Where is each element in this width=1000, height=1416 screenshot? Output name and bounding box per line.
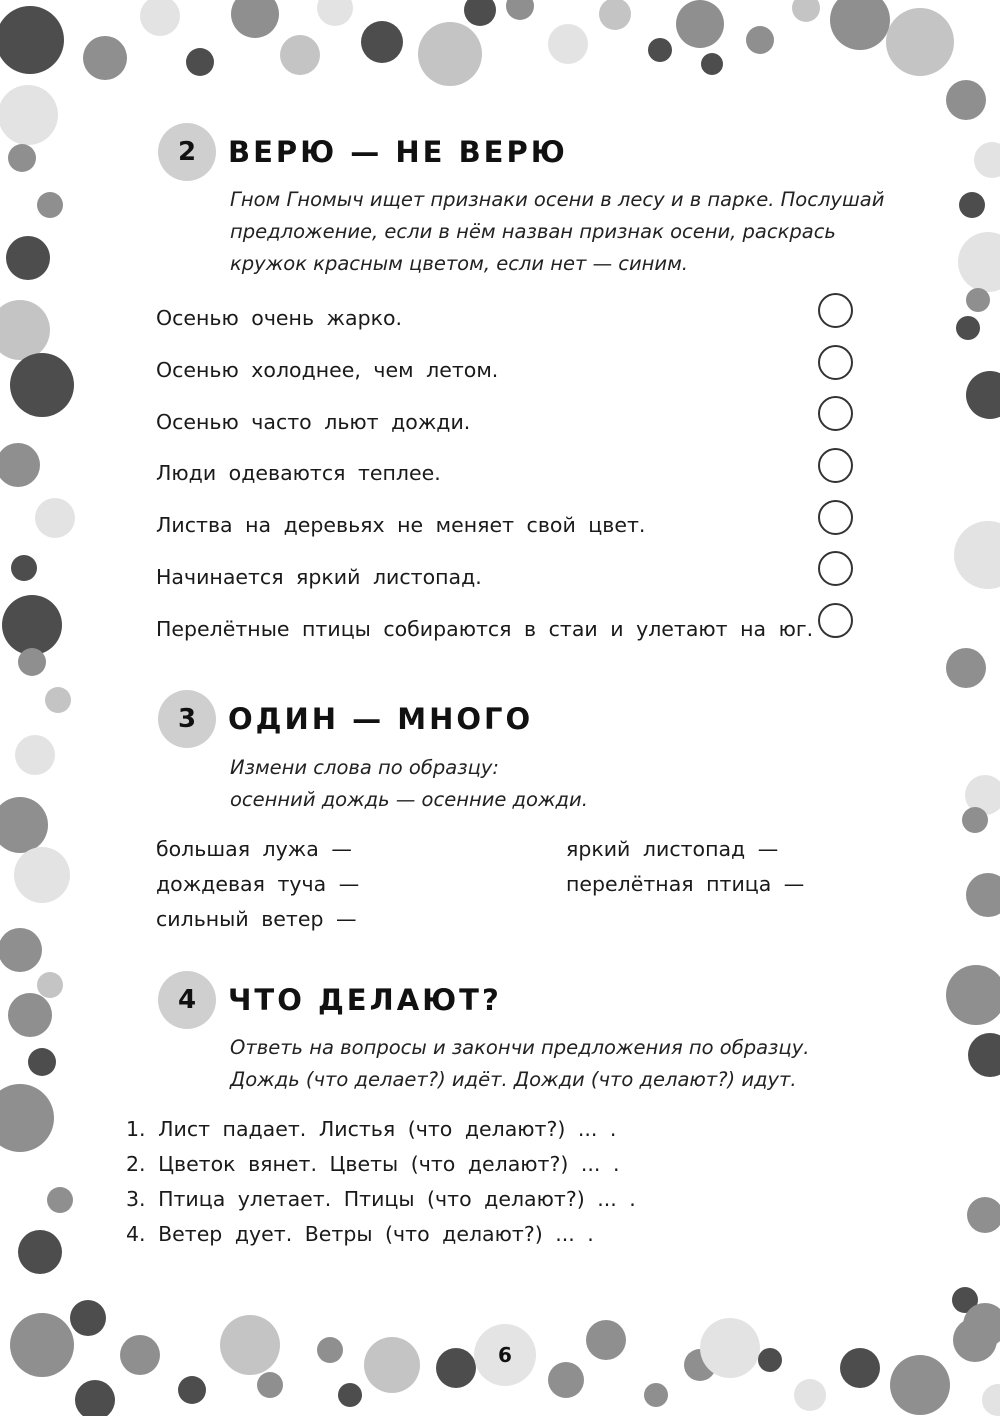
- word-item: яркий листопад —: [566, 837, 779, 861]
- section-4-number: 4: [158, 971, 216, 1029]
- answer-circle[interactable]: [818, 448, 853, 483]
- answer-circle[interactable]: [818, 603, 853, 638]
- answer-circle[interactable]: [818, 551, 853, 586]
- section-3-title: ОДИН — МНОГО: [228, 702, 534, 736]
- instruction-line: Дождь (что делает?) идёт. Дожди (что делают?) идут.: [230, 1068, 797, 1091]
- answer-circle[interactable]: [818, 345, 853, 380]
- instruction-line: Ответь на вопросы и закончи предложения по образцу.: [230, 1036, 810, 1059]
- task-item: 2. Цветок вянет. Цветы (что делают?) ... .: [126, 1152, 620, 1176]
- section-2-instructions: [230, 184, 884, 280]
- task-item: 3. Птица улетает. Птицы (что делают?) ... .: [126, 1187, 636, 1211]
- section-4-instructions: [230, 1032, 809, 1096]
- section-2-number: 2: [158, 123, 216, 181]
- section-2-header: [158, 122, 568, 182]
- instruction-line: кружок красным цветом, если нет — синим.: [230, 252, 688, 275]
- answer-circle[interactable]: [818, 293, 853, 328]
- word-item: перелётная птица —: [566, 872, 805, 896]
- statement: Осенью холоднее, чем летом.: [156, 358, 499, 382]
- instruction-line: Гном Гномыч ищет признаки осени в лесу и в парке. Послушай: [230, 188, 885, 211]
- instruction-line: Измени слова по образцу:: [230, 756, 499, 779]
- word-item: большая лужа —: [156, 837, 352, 861]
- section-3-number: 3: [158, 690, 216, 748]
- statement: Люди одеваются теплее.: [156, 461, 441, 485]
- statement: Перелётные птицы собираются в стаи и улетают на юг.: [156, 617, 814, 641]
- statement: Листва на деревьях не меняет свой цвет.: [156, 513, 646, 537]
- instruction-line: предложение, если в нём назван признак осени, раскрась: [230, 220, 836, 243]
- word-item: сильный ветер —: [156, 907, 357, 931]
- answer-circle[interactable]: [818, 396, 853, 431]
- page-number: 6: [474, 1324, 536, 1386]
- task-item: 4. Ветер дует. Ветры (что делают?) ... .: [126, 1222, 594, 1246]
- section-4-title: ЧТО ДЕЛАЮТ?: [228, 983, 502, 1017]
- statement: Осенью часто льют дожди.: [156, 410, 471, 434]
- answer-circle[interactable]: [818, 500, 853, 535]
- word-item: дождевая туча —: [156, 872, 360, 896]
- section-4-header: [158, 970, 502, 1030]
- task-item: 1. Лист падает. Листья (что делают?) ... .: [126, 1117, 617, 1141]
- section-3-instructions: [230, 752, 588, 816]
- instruction-line: осенний дождь — осенние дожди.: [230, 788, 588, 811]
- statement: Начинается яркий листопад.: [156, 565, 482, 589]
- statement: Осенью очень жарко.: [156, 306, 403, 330]
- section-2-title: ВЕРЮ — НЕ ВЕРЮ: [228, 135, 568, 169]
- section-3-header: [158, 689, 533, 749]
